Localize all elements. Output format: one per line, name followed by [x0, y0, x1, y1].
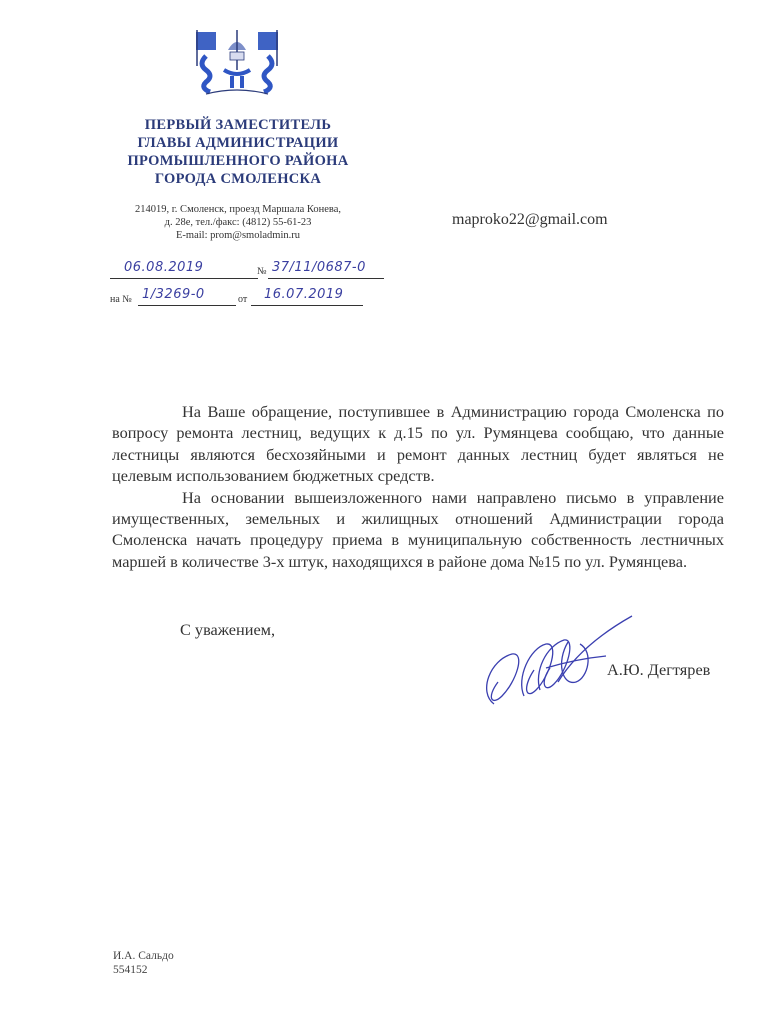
address-line: 214019, г. Смоленск, проезд Маршала Конева, [134, 204, 342, 215]
address-line: д. 28е, тел./факс: (4812) 55-61-23 [164, 217, 312, 228]
outgoing-date: 06.08.2019 [124, 260, 204, 275]
closing-phrase: С уважением, [180, 620, 276, 639]
executor-info [113, 949, 174, 977]
recipient-email: maproko22@gmail.com [452, 211, 608, 228]
executor-name: И.А. Сальдо [113, 950, 174, 962]
body-paragraph: На основании вышеизложенного нами направлено письмо в управление имущественных, земельных и жилищных отношений Администрации города Смоленска начать процедуру приема в муниципальную собственность лестничных маршей в количестве 3-х штук, находящихся в районе дома №15 по ул. Румянцева. [112, 487, 724, 571]
signer-name: А.Ю. Дегтярев [607, 660, 711, 679]
registration-line-outgoing [110, 260, 400, 282]
letterhead-title-line: ГЛАВЫ АДМИНИСТРАЦИИ [137, 135, 339, 151]
letterhead-title-line: ПРОМЫШЛЕННОГО РАЙОНА [127, 153, 349, 169]
outgoing-number: 37/11/0687-0 [272, 260, 366, 275]
from-label: от [238, 294, 248, 305]
letterhead-title-line: ГОРОДА СМОЛЕНСКА [154, 171, 322, 187]
address-line: E-mail: prom@smoladmin.ru [176, 230, 300, 241]
in-reply-date: 16.07.2019 [264, 287, 344, 302]
coat-of-arms-emblem [192, 26, 282, 102]
in-reply-label: на № [110, 294, 132, 305]
letterhead-title-line: ПЕРВЫЙ ЗАМЕСТИТЕЛЬ [144, 117, 332, 133]
letter-body [112, 401, 724, 572]
in-reply-number: 1/3269-0 [142, 287, 205, 302]
body-paragraph: На Ваше обращение, поступившее в Администрацию города Смоленска по вопросу ремонта лестниц, ведущих к д.15 по ул. Румянцева сообщаю, что данные лестницы являются бесхозяйными и ремонт данных лестниц будет являться не целевым использованием бюджетных средств. [112, 402, 724, 486]
letterhead-title [98, 116, 378, 188]
letterhead-address [98, 203, 378, 242]
number-label: № [257, 266, 267, 277]
registration-line-incoming [110, 287, 400, 309]
executor-phone: 554152 [113, 964, 148, 976]
